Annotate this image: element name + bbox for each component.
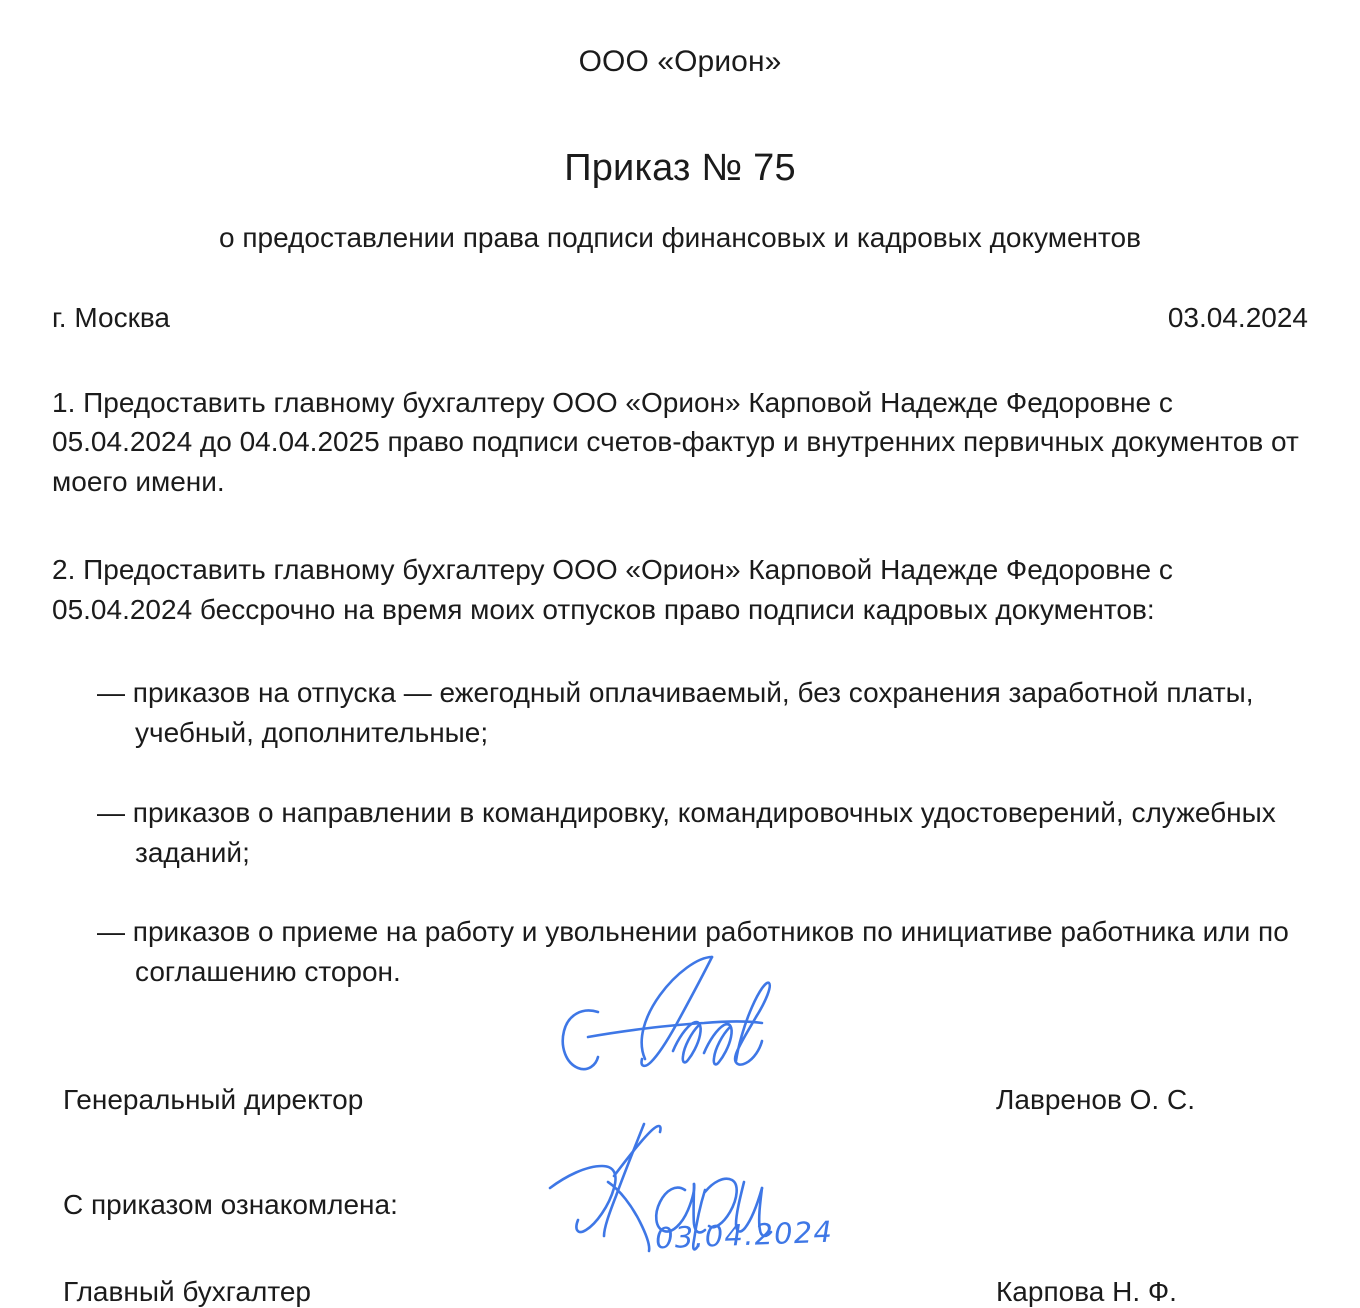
- place-and-date-row: [52, 302, 1308, 334]
- director-name-label: Лавренов О. С.: [996, 1083, 1195, 1115]
- document-date: 03.04.2024: [1167, 301, 1308, 333]
- accountant-signature-row: [52, 1276, 1308, 1308]
- director-role-label: Генеральный директор: [63, 1083, 364, 1115]
- accountant-role-label: Главный бухгалтер: [63, 1275, 311, 1307]
- list-item: — приказов о приеме на работу и увольнении работников по инициативе работника или по соглашению сторон.: [97, 916, 1289, 988]
- accountant-name-label: Карпова Н. Ф.: [996, 1275, 1177, 1307]
- clause-2-bullet-list: [52, 673, 1308, 992]
- acknowledgement-label: С приказом ознакомлена:: [63, 1188, 398, 1220]
- document-title: Приказ № 75: [564, 147, 796, 189]
- director-signature-row: [52, 1084, 1308, 1116]
- document-subtitle: о предоставлении права подписи финансовых и кадровых документов: [219, 221, 1141, 253]
- signature-block: [52, 1084, 1308, 1308]
- list-item: — приказов на отпуска — ежегодный оплачиваемый, без сохранения заработной платы, учебный, дополнительные;: [97, 677, 1254, 749]
- list-item: — приказов о направлении в командировку, командировочных удостоверений, служебных заданий;: [97, 796, 1276, 868]
- place-label: г. Москва: [52, 301, 170, 333]
- clause-1: 1. Предоставить главному бухгалтеру ООО «Орион» Карповой Надежде Федоровне с 05.04.2024 до 04.04.2025 право подписи счетов-фактур и внутренних первичных документов от моего имени.: [52, 386, 1299, 498]
- handwritten-date: 03.04.2024: [654, 1214, 834, 1256]
- clause-2: 2. Предоставить главному бухгалтеру ООО «Орион» Карповой Надежде Федоровне с 05.04.2024 бессрочно на время моих отпусков право подписи кадровых документов:: [52, 553, 1173, 625]
- organization-name: ООО «Орион»: [578, 45, 782, 78]
